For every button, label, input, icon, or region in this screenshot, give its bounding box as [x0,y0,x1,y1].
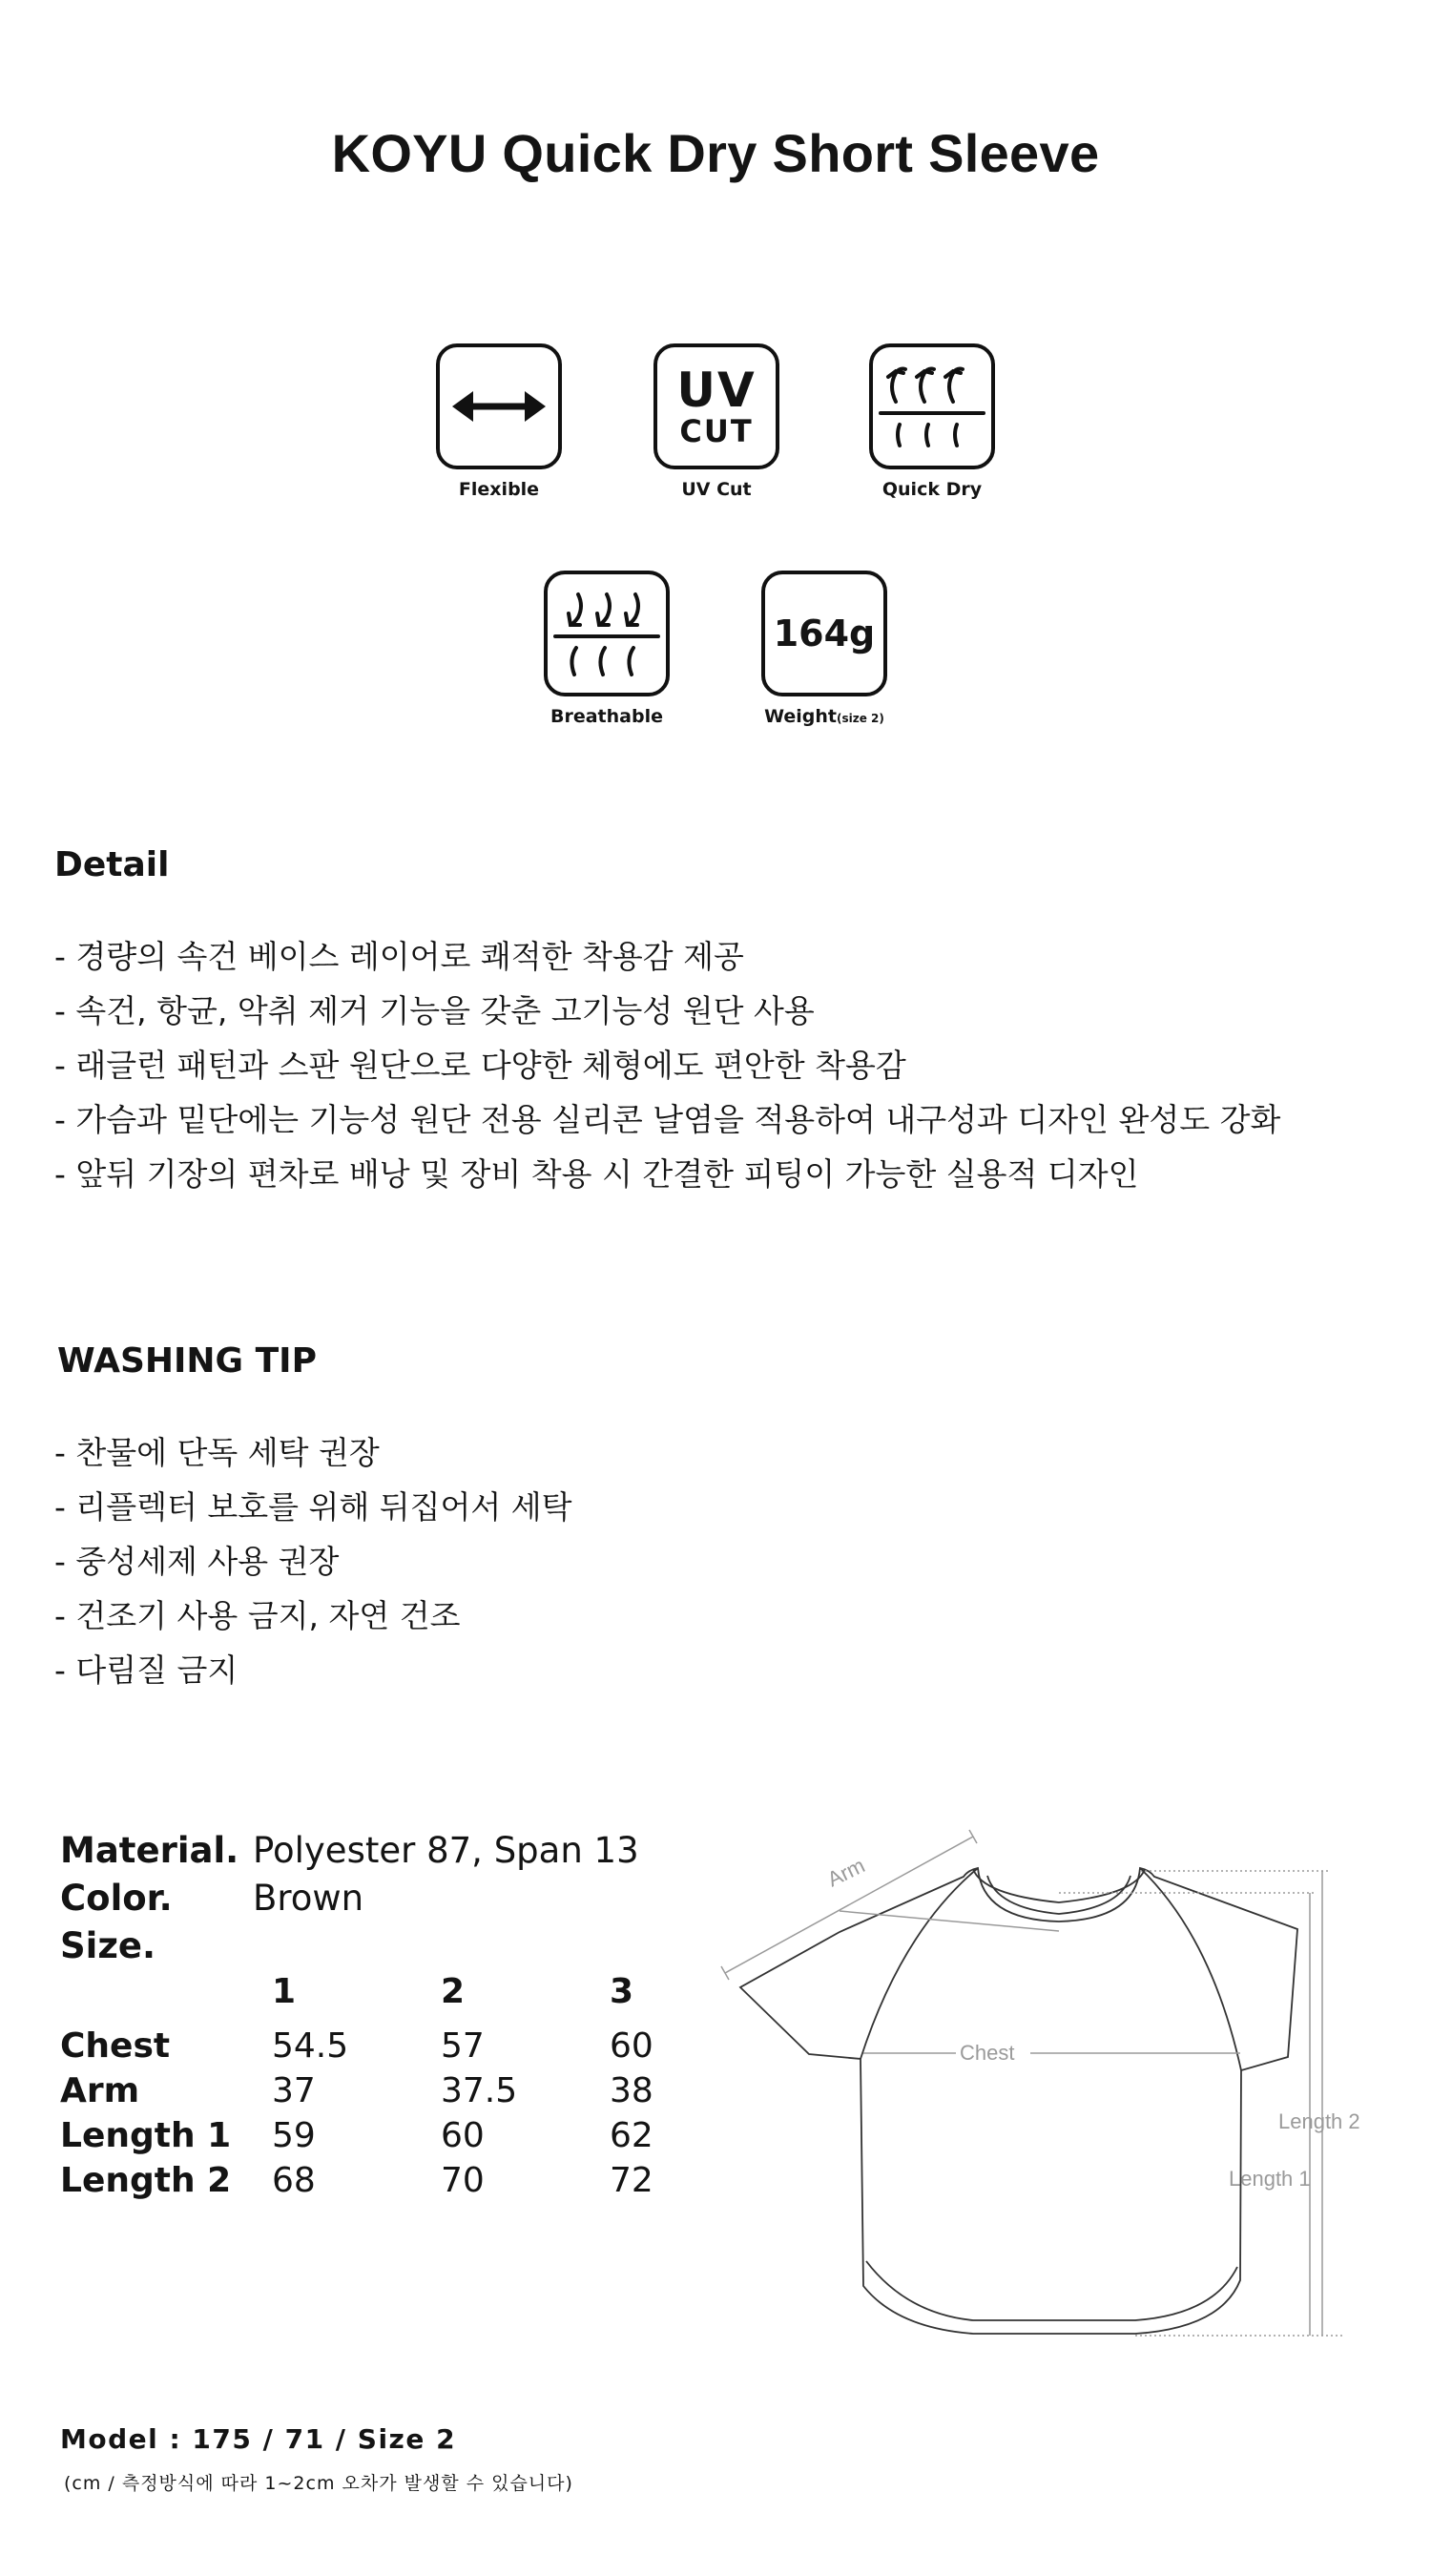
washing-item: - 찬물에 단독 세탁 권장 [54,1434,380,1471]
table-cell: 68 [272,2161,316,2200]
weight-icon [761,571,887,696]
feature-quick-dry [837,343,1027,500]
feature-weight [729,571,920,727]
table-cell: 60 [441,2116,485,2155]
arm-measure-guide [840,1911,1059,1931]
feature-label: UV Cut [681,479,752,500]
washing-item: - 리플렉터 보호를 위해 뒤집어서 세탁 [54,1488,572,1526]
color-value: Brown [253,1878,364,1919]
page-title: KOYU Quick Dry Short Sleeve [331,123,1100,183]
feature-label [729,706,920,727]
uv-cut-icon [653,343,779,469]
detail-item: - 앞뒤 기장의 편차로 배낭 및 장비 착용 시 간결한 피팅이 가능한 실용적 디자인 [54,1155,1139,1193]
measurement-note: (cm / 측정방식에 따라 1~2cm 오차가 발생할 수 있습니다) [64,2473,573,2494]
detail-item: - 가슴과 밑단에는 기능성 원단 전용 실리콘 날염을 적용하여 내구성과 디자인 완성도 강화 [54,1101,1281,1138]
row-label: Length 2 [60,2161,232,2200]
table-row [60,2068,778,2113]
feature-label: Quick Dry [881,479,983,500]
chest-label: Chest [960,2041,1015,2065]
size-table-corner [60,1972,272,2024]
weight-label-suffix: (size 2) [837,712,884,725]
length1-label: Length 1 [1229,2167,1311,2191]
detail-item: - 속건, 항균, 악취 제거 기능을 갖춘 고기능성 원단 사용 [54,992,815,1029]
washing-heading: WASHING TIP [57,1341,317,1381]
row-label: Arm [60,2071,140,2110]
size-column-2: 2 [441,1972,466,2011]
feature-breathable [511,571,702,727]
table-cell: 70 [441,2161,485,2200]
garment-size-diagram [687,1813,1393,2366]
table-cell: 38 [610,2071,653,2110]
washing-list [54,1425,572,1697]
detail-list [54,929,1280,1201]
spec-values [253,1827,639,1922]
breathable-icon [544,571,670,696]
weight-icon-text: 164g [773,613,876,654]
uv-icon-text: UV [676,363,757,418]
cut-icon-text: CUT [679,413,754,449]
row-label: Chest [60,2026,171,2066]
quick-dry-icon [869,343,995,469]
table-cell: 37.5 [441,2071,518,2110]
weight-label: Weight [764,706,837,727]
feature-flexible [404,343,594,500]
tshirt-outline [740,1868,1297,2334]
spec-labels [60,1827,238,1970]
arm-label: Arm [823,1853,869,1892]
table-cell: 62 [610,2116,653,2155]
size-column-1: 1 [272,1972,297,2011]
table-cell: 60 [610,2026,653,2066]
washing-item: - 중성세제 사용 권장 [54,1543,340,1580]
table-cell: 54.5 [272,2026,349,2066]
size-table [60,1972,778,2203]
detail-item: - 경량의 속건 베이스 레이어로 쾌적한 착용감 제공 [54,938,744,975]
table-cell: 72 [610,2161,653,2200]
size-column-3: 3 [610,1972,634,2011]
material-value: Polyester 87, Span 13 [253,1830,639,1871]
feature-uv-cut [621,343,812,500]
washing-item: - 다림질 금지 [54,1652,238,1689]
feature-label: Breathable [550,706,663,727]
table-row [60,2158,778,2203]
detail-item: - 래글런 패턴과 스판 원단으로 다양한 체형에도 편안한 착용감 [54,1047,906,1084]
table-row [60,2024,778,2068]
size-table-header [60,1972,778,2024]
model-info: Model : 175 / 71 / Size 2 [60,2423,457,2455]
table-row [60,2113,778,2158]
flexible-icon [436,343,562,469]
length2-label: Length 2 [1278,2109,1360,2133]
material-label: Material. [60,1830,239,1871]
detail-heading: Detail [54,845,170,884]
feature-label: Flexible [458,479,540,500]
table-cell: 59 [272,2116,316,2155]
row-label: Length 1 [60,2116,232,2155]
table-cell: 37 [272,2071,316,2110]
washing-item: - 건조기 사용 금지, 자연 건조 [54,1597,461,1634]
size-label: Size. [60,1925,156,1966]
table-cell: 57 [441,2026,485,2066]
color-label: Color. [60,1878,173,1919]
